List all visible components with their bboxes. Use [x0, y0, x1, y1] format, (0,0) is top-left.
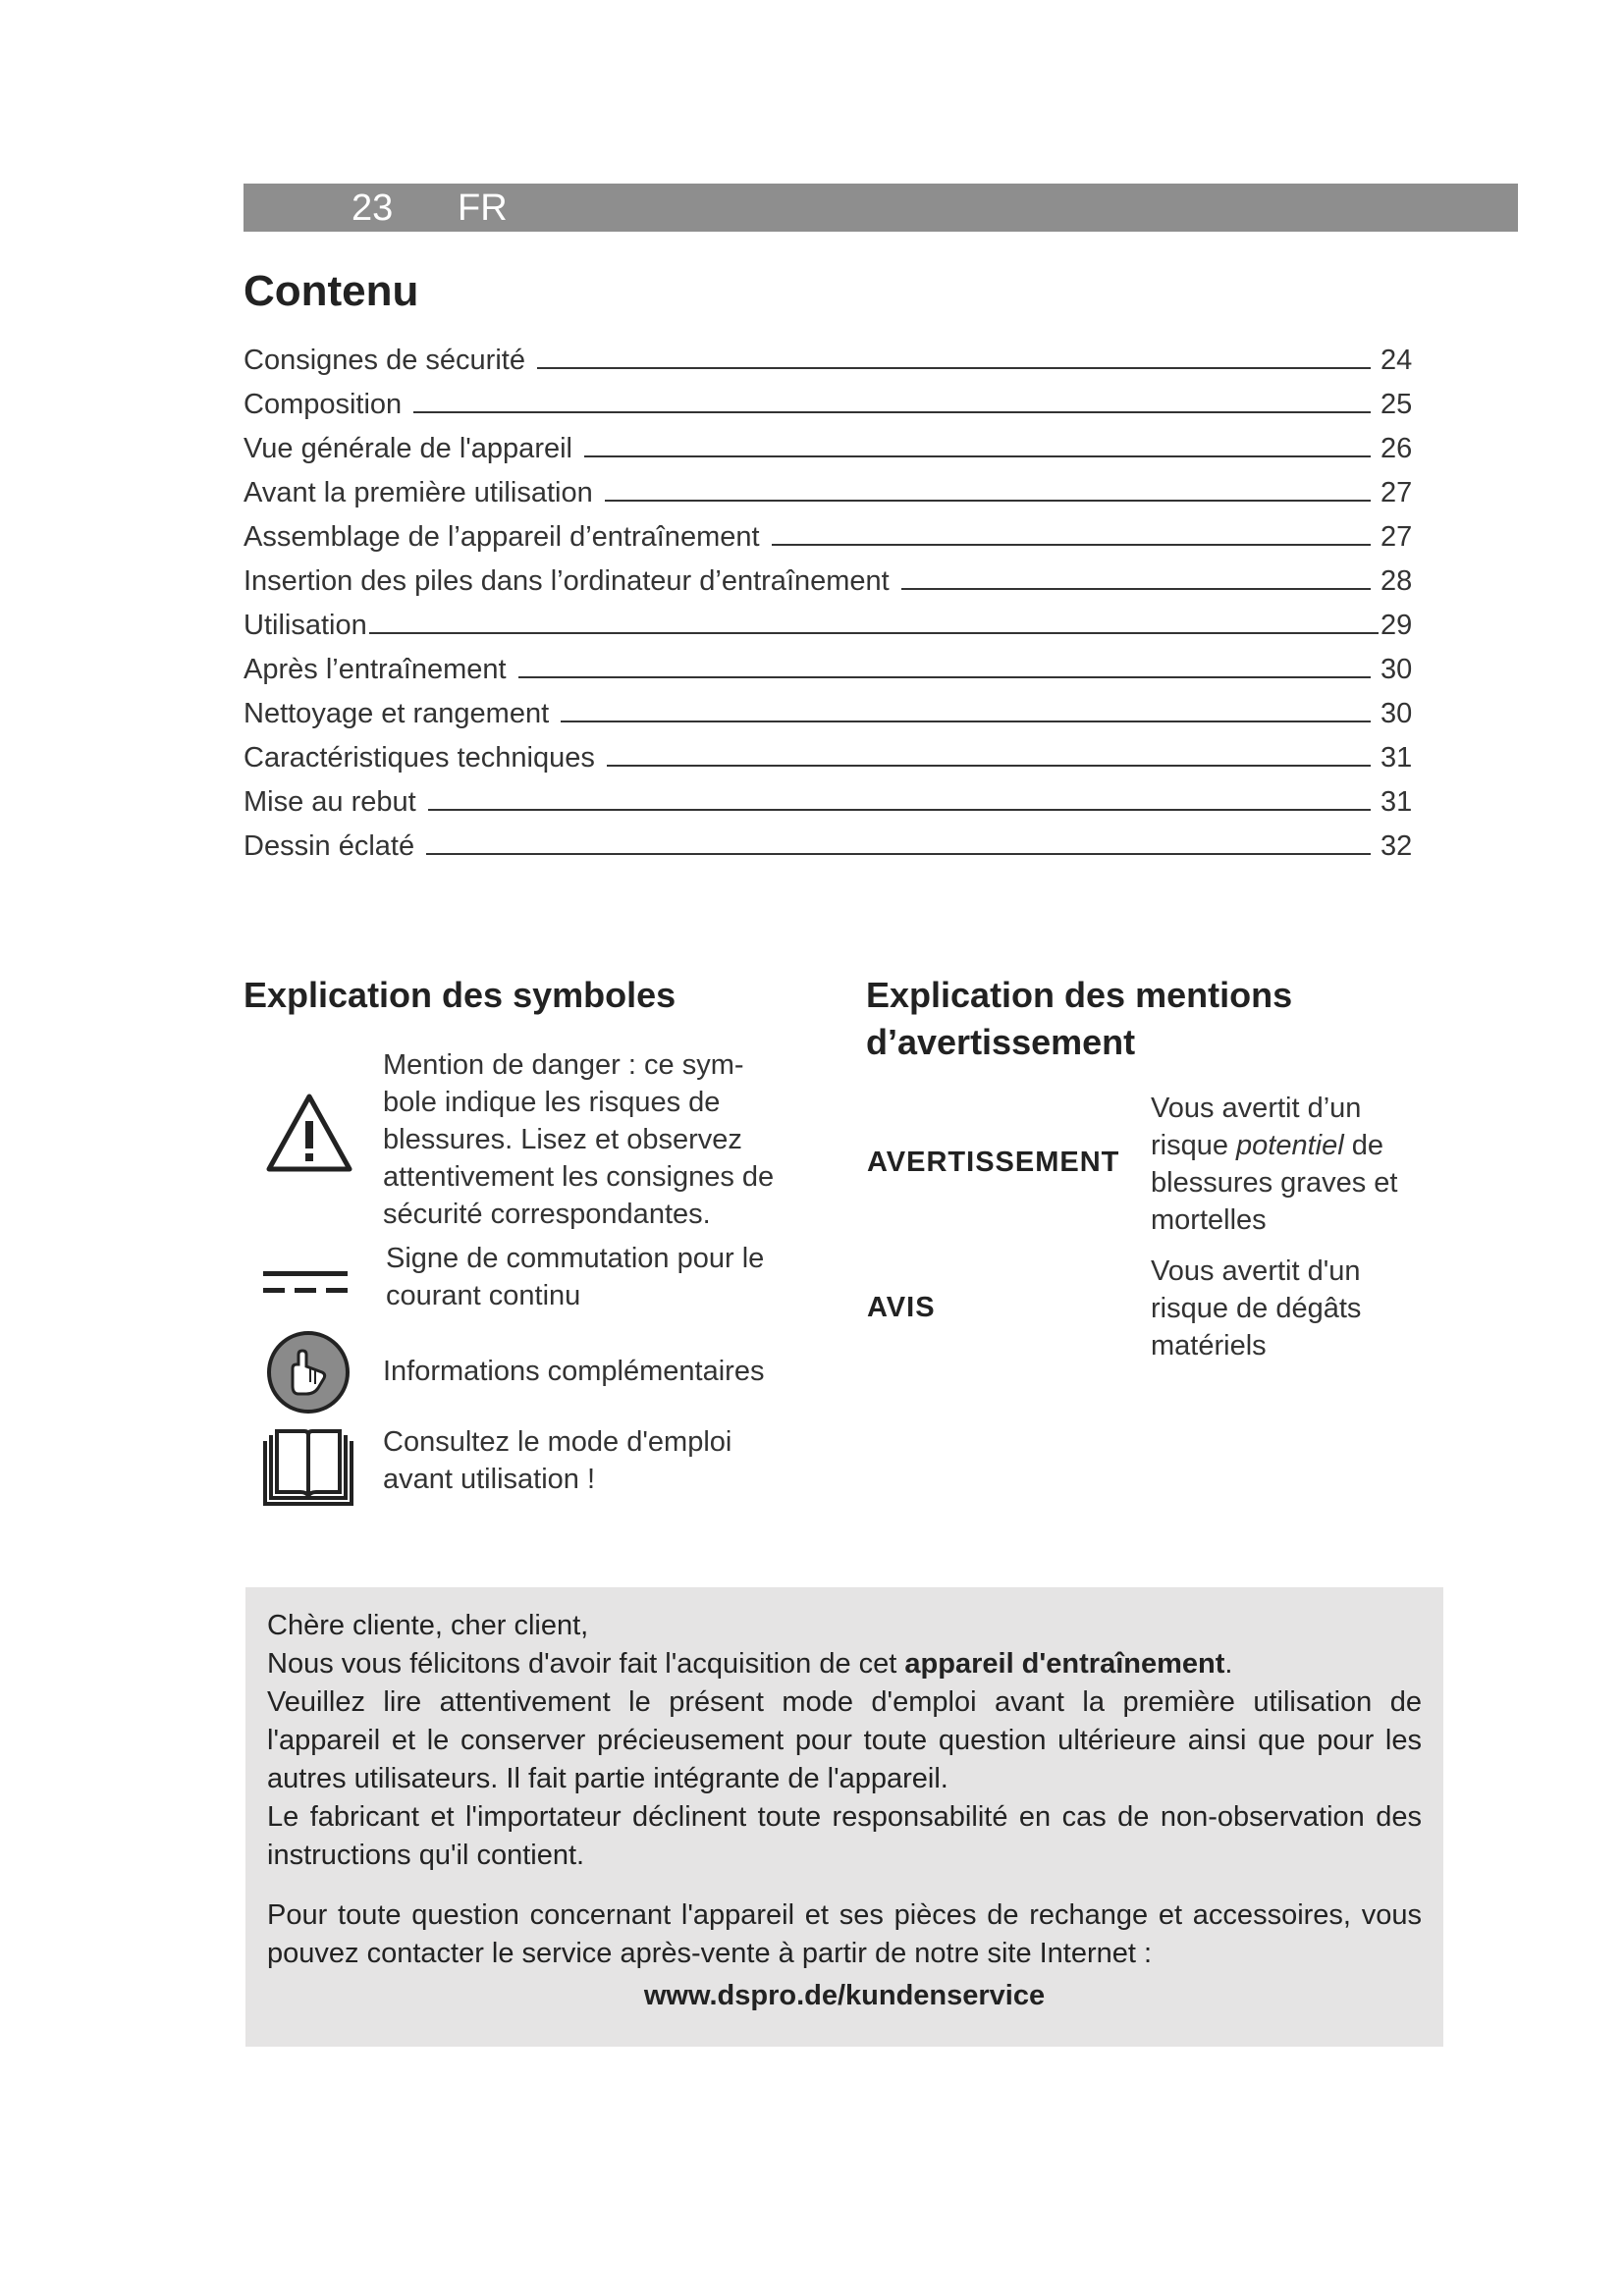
toc-page: 31	[1380, 786, 1413, 818]
warning-desc-text: de blessures graves et mortelles	[1151, 1130, 1398, 1236]
notice-contact: Pour toute question concernant l'appareil et ses pièces de rechange et accessoires, vous pouvez contacter le service après-vente à partir de notre site Internet :	[267, 1899, 1422, 1969]
toc-label: Utilisation	[244, 610, 367, 641]
toc-label: Assemblage de l’appareil d’entraînement	[244, 521, 760, 553]
service-url-link[interactable]: www.dspro.de/kundenservice	[643, 1980, 1046, 2011]
warning-desc-avertissement	[1151, 1090, 1397, 1239]
toc-page: 26	[1380, 433, 1413, 464]
warning-desc-avis	[1151, 1253, 1361, 1364]
table-of-contents	[244, 334, 1422, 864]
notice-greeting: Chère cliente, cher client,	[267, 1610, 589, 1641]
toc-page: 24	[1380, 345, 1413, 376]
toc-leader	[607, 765, 1371, 767]
toc-leader	[369, 632, 1379, 634]
warning-term-avertissement: AVERTISSEMENT	[867, 1147, 1120, 1178]
toc-leader	[426, 853, 1371, 855]
notice-congrats-bold: appareil d'entraînement	[904, 1648, 1225, 1680]
notice-congrats-text: Nous vous félicitons d'avoir fait l'acquisition de cet	[267, 1648, 905, 1680]
contents-title: Contenu	[244, 267, 419, 315]
toc-leader	[561, 721, 1371, 722]
toc-page: 32	[1380, 830, 1413, 862]
toc-label: Dessin éclaté	[244, 830, 415, 862]
toc-entry	[244, 643, 1422, 687]
toc-page: 27	[1380, 521, 1413, 553]
toc-page: 30	[1380, 654, 1413, 685]
toc-page: 31	[1380, 742, 1413, 774]
notice-congrats-end: .	[1224, 1648, 1233, 1680]
warning-desc-text: Vous avertit d’un risque	[1151, 1093, 1362, 1161]
customer-notice	[245, 1587, 1443, 2047]
manual-book-icon	[261, 1427, 355, 1508]
symbol-text-manual: Consultez le mode d'emploi avant utilisation !	[383, 1426, 732, 1495]
toc-page: 30	[1380, 698, 1413, 729]
toc-page: 25	[1380, 389, 1413, 420]
toc-entry	[244, 334, 1422, 378]
symbol-text-info: Informations complémentaires	[383, 1356, 765, 1387]
direct-current-icon	[263, 1268, 348, 1298]
toc-entry	[244, 378, 1422, 422]
toc-label: Nettoyage et rangement	[244, 698, 550, 729]
header-bar	[244, 184, 1518, 232]
toc-page: 28	[1380, 565, 1413, 597]
warning-desc-text: Vous avertit d'un risque de dégâts matériels	[1151, 1255, 1362, 1362]
toc-label: Mise au rebut	[244, 786, 416, 818]
toc-label: Après l’entraînement	[244, 654, 507, 685]
toc-label: Insertion des piles dans l’ordinateur d’entraînement	[244, 565, 890, 597]
toc-label: Composition	[244, 389, 403, 420]
toc-page: 29	[1380, 610, 1413, 641]
warnings-title: Explication des mentions d’avertissement	[866, 975, 1293, 1062]
warning-term-avis: AVIS	[867, 1292, 936, 1323]
warning-desc-emphasis: potentiel	[1236, 1130, 1344, 1161]
toc-leader	[584, 455, 1371, 457]
page-number: 23	[352, 187, 394, 229]
toc-leader	[901, 588, 1371, 590]
toc-entry	[244, 510, 1422, 555]
toc-label: Caractéristiques techniques	[244, 742, 595, 774]
toc-leader	[537, 367, 1371, 369]
notice-liability: Le fabricant et l'importateur déclinent toute responsabilité en cas de non-observation des instructions qu'il contient.	[267, 1801, 1422, 1871]
toc-entry	[244, 555, 1422, 599]
toc-entry	[244, 731, 1422, 775]
warning-triangle-icon	[265, 1092, 353, 1174]
toc-leader	[772, 544, 1371, 546]
toc-entry	[244, 599, 1422, 643]
language-code: FR	[458, 187, 508, 229]
info-hand-icon	[265, 1329, 352, 1415]
notice-congrats	[267, 1645, 1422, 1683]
toc-entry	[244, 422, 1422, 466]
toc-label: Consignes de sécurité	[244, 345, 525, 376]
toc-label: Vue générale de l'appareil	[244, 433, 572, 464]
symbols-title: Explication des symboles	[244, 975, 677, 1015]
symbol-text-danger: Mention de danger : ce sym- bole indique les risques de blessures. Lisez et observez attentivement les consignes de sécurité correspondantes.	[383, 1049, 775, 1230]
toc-entry	[244, 466, 1422, 510]
symbol-text-dc: Signe de commutation pour le courant continu	[386, 1243, 765, 1311]
toc-entry	[244, 775, 1422, 820]
notice-read-instructions: Veuillez lire attentivement le présent mode d'emploi avant la première utilisation de l'appareil et le conserver précieusement pour toute question ultérieure ainsi que pour les autres utilisateurs. Il fait partie intégrante de l'appareil.	[267, 1686, 1422, 1794]
toc-entry	[244, 687, 1422, 731]
toc-leader	[605, 500, 1371, 502]
toc-page: 27	[1380, 477, 1413, 508]
toc-leader	[428, 809, 1371, 811]
toc-label: Avant la première utilisation	[244, 477, 593, 508]
toc-entry	[244, 820, 1422, 864]
toc-leader	[413, 411, 1371, 413]
toc-leader	[518, 676, 1371, 678]
